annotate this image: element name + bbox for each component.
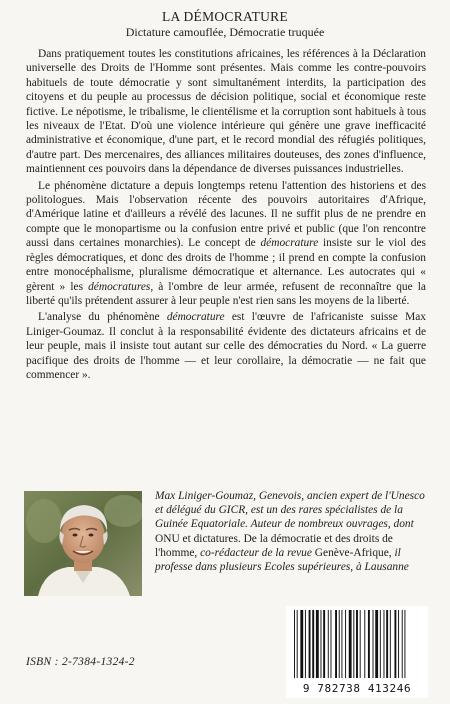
barcode-bar [404,610,405,678]
author-photo [24,491,142,596]
barcode-bar [368,610,370,678]
barcode-bar [364,610,365,678]
barcode-bar [335,610,337,678]
barcode-bar [398,610,399,678]
barcode-bar [339,610,340,678]
blurb-paragraph-3 [26,310,426,382]
paragraph-text: insiste sur le viol des règles démocratiques, et donc des droits de l'homme ; il prend en compte la confusion entre monocéphalisme, pluralisme démocratique et alternance. Les autocrates qui « gèrent » les [26,237,426,293]
barcode-bar [402,610,403,678]
barcode-bar [375,610,378,678]
barcode-bar [305,610,306,678]
author-bio [155,489,427,574]
bio-journal-title: Genève-Afrique, [314,546,392,559]
barcode-bar [345,610,346,678]
paragraph-text: Dans pratiquement toutes les constitutions africaines, les références à la Déclaration universelle des Droits de l'Homme sont présentes. Mais comme les contre-pouvoirs habituels de toute démocratie y sont simultanément interdits, la participation des citoyens et du peuple au processus de décision politique, social et économique reste fictive. Le népotisme, le tribalisme, le clientélisme et la corruption sont habituels à tous les niveaux de l'Etat. D'où une violence intérieure qui génère une grave inefficacité administrative et économique, d'une part, et le record mondial des réfugiés politiques, d'autre part. Des mercenaires, des alliances militaires douteuses, des zones d'influence, maintiennent ces pouvoirs dans la dépendance de diverses puissances industrielles. [26,48,426,176]
barcode [286,606,428,698]
book-title: LA DÉMOCRATURE [161,9,289,24]
barcode-bar [386,610,388,678]
barcode-bar [297,610,298,678]
paragraph-text: , à l'ombre de leur armée, refusent de reconnaître que la liberté qu'ils prétendent assurer à leur peuple n'est rien sans les moyens de la liberté. [26,280,426,307]
paragraph-text: Le phénomène dictature a depuis longtemps retenu l'attention des historiens et des politologues. Mais l'observation récente des pouvoirs autoritaires d'Afrique, d'Amérique latine et d'ailleurs a révélé des lacunes. Il ne suffit plus de ne prendre en compte que le monopartisme ou la confusion entre privé et public (que l'on rencontre aussi dans certaines monarchies). Le concept de [26,179,426,250]
book-subtitle: Dictature camouflée, Démocratie truquée [125,25,325,39]
bio-book-title: ONU et dictatures. De la démocratie et des droits de l'homme, [155,532,393,559]
blurb-paragraph-2 [26,179,426,309]
emphasis-term: démocrature [260,237,319,250]
barcode-bar [353,610,354,678]
barcode-bar [356,610,358,678]
barcode-bar [341,610,342,678]
blurb-paragraph-1 [26,47,426,177]
barcode-bar [331,610,332,678]
barcode-bar [349,610,352,678]
paragraph-text: est l'œuvre de l'africaniste suisse Max Liniger-Goumaz. Il conclut à la responsabilité évidente des dictateurs africains et de leur peuple, mais il insiste tout autant sur celle des démocraties du Nord. « La guerre pacifique des droits de l'homme — et leur corollaire, la démocratie — ne fait que commencer ». [26,311,426,381]
barcode-bar [309,610,311,678]
barcode-bar [312,610,314,678]
emphasis-term: démocratures [88,280,151,293]
barcode-bar [384,610,385,678]
bio-text: Max Liniger-Goumaz, Genevois, ancien expert de l'Unesco et délégué du GICR, est un des rares spécialistes de la Guinée Equatoriale. Auteur de nombreux ouvrages, dont [155,490,425,531]
barcode-bar [394,610,396,678]
paragraph-text: L'analyse du phénomène [38,311,167,324]
blurb-text [26,47,426,384]
barcode-bar [390,610,391,678]
barcode-bar [328,610,329,678]
barcode-bar [380,610,381,678]
barcode-bar [321,610,322,678]
barcode-bars [286,606,428,680]
barcode-bar [294,610,295,678]
isbn-label: ISBN : 2-7384-1324-2 [26,656,135,668]
emphasis-term: démocrature [166,311,225,324]
barcode-bar [373,610,374,678]
barcode-bar [323,610,325,678]
barcode-bar [300,610,303,678]
barcode-bar [316,610,319,678]
bio-text: il professe dans plusieurs Ecoles supérieures, à Lausanne [155,546,409,574]
barcode-bar [360,610,361,678]
barcode-digits: 9 782738 413246 [302,682,412,695]
bio-text: co-rédacteur de la revue [197,546,315,559]
